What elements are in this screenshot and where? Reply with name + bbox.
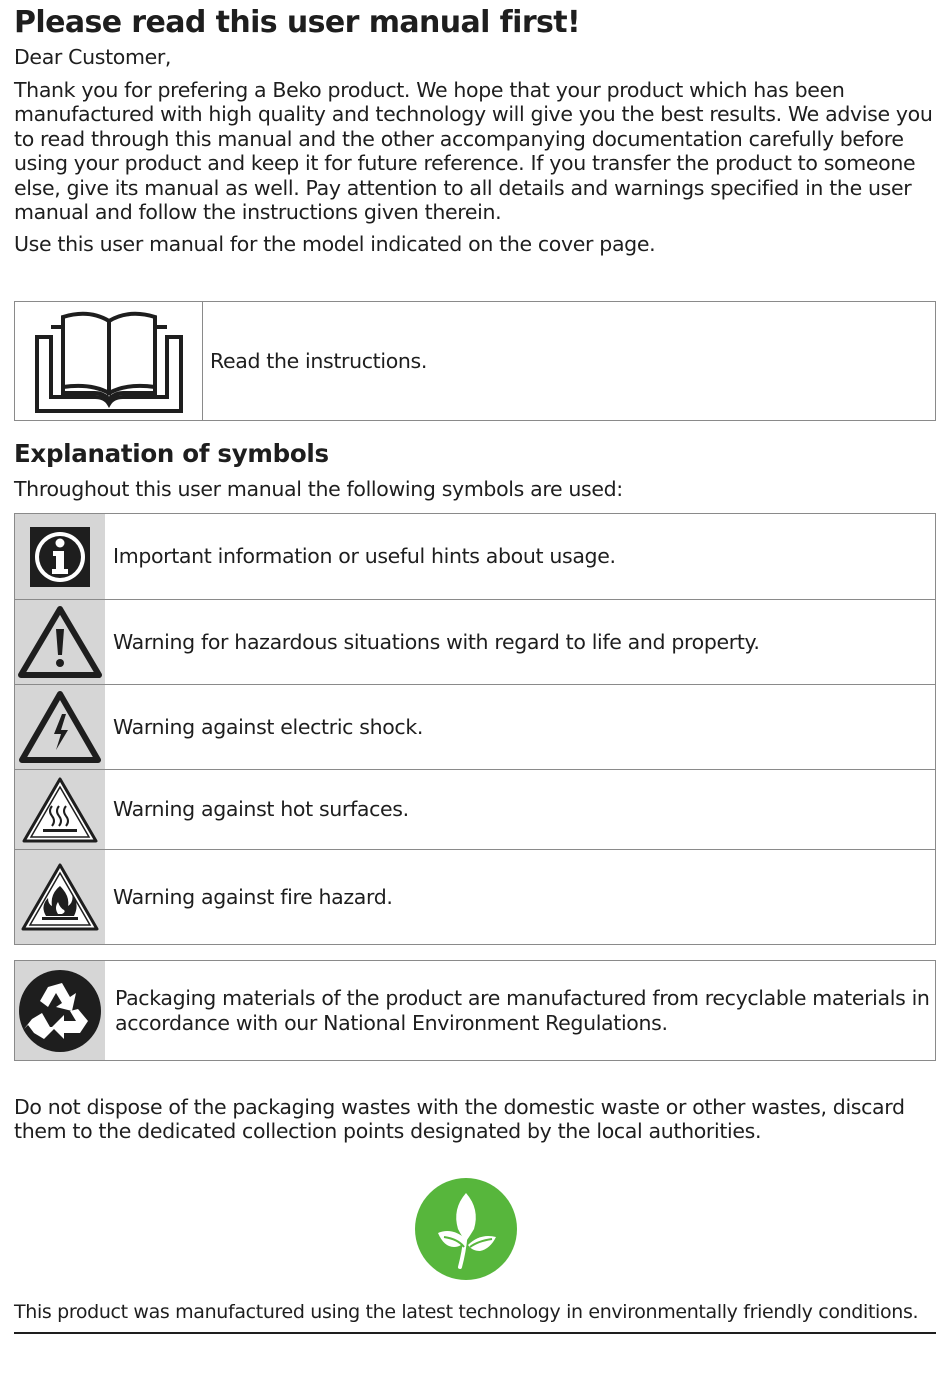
disposal-paragraph (14, 1095, 936, 1144)
fire-hazard-icon (15, 850, 105, 944)
greeting: Dear Customer, (14, 45, 172, 69)
symbol-text: Important information or useful hints about usage. (113, 544, 616, 569)
read-instructions-box (14, 301, 936, 421)
symbol-row (15, 514, 935, 599)
footer-note: This product was manufactured using the latest technology in environmentally friendly conditions. (14, 1301, 919, 1323)
symbols-heading: Explanation of symbols (14, 439, 329, 468)
intro-line: Thank you for prefering a Beko product. We hope that your product which has been (14, 78, 845, 102)
recycle-icon (15, 961, 105, 1060)
recycle-text (105, 986, 930, 1035)
symbols-intro: Throughout this user manual the following symbols are used: (14, 477, 623, 501)
recycle-line: accordance with our National Environment Regulations. (115, 1010, 668, 1035)
read-instructions-text: Read the instructions. (210, 348, 428, 373)
symbol-row (15, 849, 935, 944)
open-book-icon (15, 302, 203, 420)
intro-line: using your product and keep it for future reference. If you transfer the product to someone (14, 151, 916, 176)
recycle-box (14, 960, 936, 1061)
symbols-table (14, 513, 936, 945)
intro-line: to read through this manual and the other accompanying documentation carefully before (14, 126, 904, 151)
symbol-row (15, 599, 935, 684)
warning-icon (15, 600, 105, 684)
electric-shock-icon (15, 685, 105, 769)
intro-paragraph (14, 78, 936, 224)
intro-line: else, give its manual as well. Pay attention to all details and warnings specified in the user (14, 175, 912, 200)
disposal-line: them to the dedicated collection points designated by the local authorities. (14, 1119, 762, 1144)
model-note: Use this user manual for the model indicated on the cover page. (14, 232, 656, 256)
symbol-row (15, 769, 935, 849)
intro-line: manufactured with high quality and technology will give you the best results. We advise you (14, 102, 933, 127)
page-title: Please read this user manual first! (14, 5, 581, 40)
hot-surface-icon (15, 770, 105, 849)
info-icon (15, 514, 105, 599)
recycle-line: Packaging materials of the product are manufactured from recyclable materials in (115, 986, 930, 1011)
eco-leaf-icon (414, 1177, 518, 1281)
symbol-text: Warning against fire hazard. (113, 884, 393, 909)
intro-line: manual and follow the instructions given therein. (14, 200, 502, 225)
symbol-text: Warning for hazardous situations with regard to life and property. (113, 629, 760, 654)
symbol-row (15, 684, 935, 769)
symbol-text: Warning against hot surfaces. (113, 797, 409, 822)
disposal-line: Do not dispose of the packaging wastes with the domestic waste or other wastes, discard (14, 1095, 905, 1119)
symbol-text: Warning against electric shock. (113, 714, 424, 739)
bottom-rule (14, 1332, 936, 1334)
